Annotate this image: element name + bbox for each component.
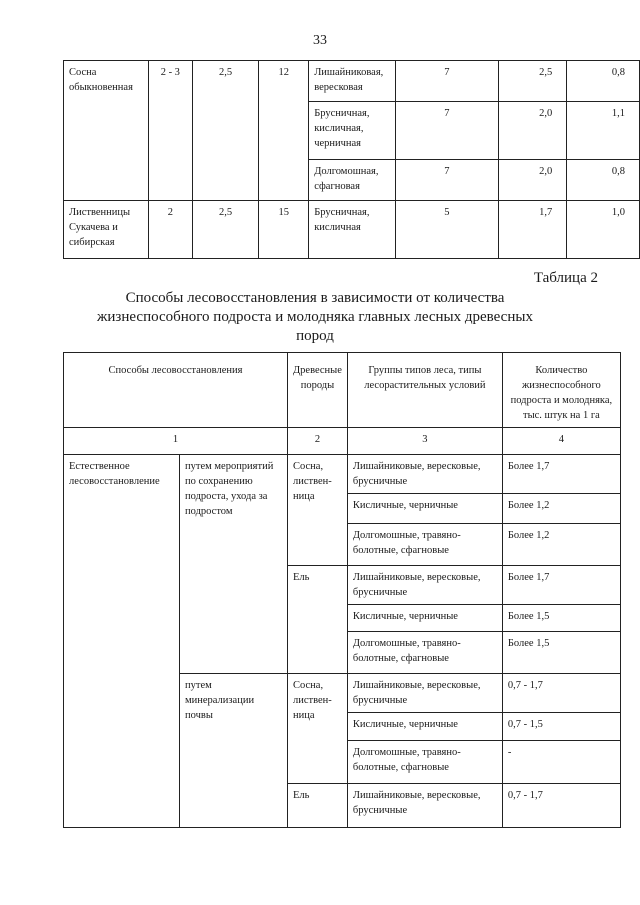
forest-group-cell: Кисличные, черничные (347, 713, 502, 741)
header-quantity: Количество жизнеспособного подроста и молодняка, тыс. штук на 1 га (502, 353, 620, 428)
species-cell: Лиственницы Сукачева и сибирская (64, 201, 149, 259)
quantity-cell: 0,7 - 1,7 (502, 784, 620, 828)
quantity-cell: Более 1,2 (502, 524, 620, 566)
quantity-cell: Более 1,5 (502, 605, 620, 632)
header-methods: Способы лесовосстановления (64, 353, 288, 428)
species-cell: Сосна, листвен-ница (288, 455, 348, 566)
table-cell: 1,0 (567, 201, 640, 259)
header-species: Древесные породы (288, 353, 348, 428)
forest-type-cell: Брусничная, кисличная, черничная (309, 102, 396, 160)
quantity-cell: Более 1,7 (502, 566, 620, 605)
table-label: Таблица 2 (533, 270, 598, 286)
column-number: 4 (502, 428, 620, 455)
forest-group-cell: Кисличные, черничные (347, 605, 502, 632)
table-cell: 2,5 (498, 61, 567, 102)
table-cell: 1,1 (567, 102, 640, 160)
submethod-cell: путем минерализации почвы (180, 674, 288, 828)
column-number-row (64, 428, 621, 455)
table-row (64, 455, 621, 494)
submethod-cell: путем мероприятий по сохранению подроста, ухода за подростом (180, 455, 288, 674)
table-title: Способы лесовосстановления в зависимости от количества жизнеспособного подроста и молодняка главных лесных древесных пород (97, 290, 533, 344)
forest-group-cell: Лишайниковые, вересковые, брусничные (347, 674, 502, 713)
forest-group-cell: Лишайниковые, вересковые, брусничные (347, 566, 502, 605)
species-cell: Сосна, листвен-ница (288, 674, 348, 784)
quantity-cell: Более 1,2 (502, 494, 620, 524)
table-cell: 7 (396, 102, 498, 160)
table-cell: 1,7 (498, 201, 567, 259)
column-number: 1 (64, 428, 288, 455)
table-cell: 7 (396, 160, 498, 201)
species-cell: Ель (288, 566, 348, 674)
table-1 (63, 60, 640, 259)
forest-group-cell: Кисличные, черничные (347, 494, 502, 524)
table-cell: 5 (396, 201, 498, 259)
table-2 (63, 352, 621, 828)
table-cell: 7 (396, 61, 498, 102)
forest-type-cell: Брусничная, кисличная (309, 201, 396, 259)
table-row (64, 201, 640, 259)
table-cell: 2 (148, 201, 192, 259)
table-cell: 15 (259, 201, 309, 259)
quantity-cell: 0,7 - 1,5 (502, 713, 620, 741)
column-number: 2 (288, 428, 348, 455)
table-cell: 2 - 3 (148, 61, 192, 201)
table-cell: 2,5 (192, 61, 259, 201)
column-number: 3 (347, 428, 502, 455)
forest-type-cell: Долгомошная, сфагновая (309, 160, 396, 201)
method-cell: Естественное лесовосстановление (64, 455, 180, 828)
table-cell: 12 (259, 61, 309, 201)
table-cell: 0,8 (567, 61, 640, 102)
quantity-cell: Более 1,5 (502, 632, 620, 674)
species-cell: Сосна обыкновенная (64, 61, 149, 201)
forest-group-cell: Долгомошные, травяно-болотные, сфагновые (347, 524, 502, 566)
header-row (64, 353, 621, 428)
table-cell: 2,0 (498, 102, 567, 160)
forest-group-cell: Долгомошные, травяно-болотные, сфагновые (347, 741, 502, 784)
table-cell: 2,5 (192, 201, 259, 259)
table-cell: 0,8 (567, 160, 640, 201)
forest-type-cell: Лишайниковая, вересковая (309, 61, 396, 102)
quantity-cell: 0,7 - 1,7 (502, 674, 620, 713)
header-groups: Группы типов леса, типы лесорастительных условий (347, 353, 502, 428)
table-row (64, 61, 640, 102)
quantity-cell: - (502, 741, 620, 784)
quantity-cell: Более 1,7 (502, 455, 620, 494)
forest-group-cell: Долгомошные, травяно-болотные, сфагновые (347, 632, 502, 674)
page-number: 33 (313, 33, 327, 48)
forest-group-cell: Лишайниковые, вересковые, брусничные (347, 455, 502, 494)
table-cell: 2,0 (498, 160, 567, 201)
forest-group-cell: Лишайниковые, вересковые, брусничные (347, 784, 502, 828)
species-cell: Ель (288, 784, 348, 828)
